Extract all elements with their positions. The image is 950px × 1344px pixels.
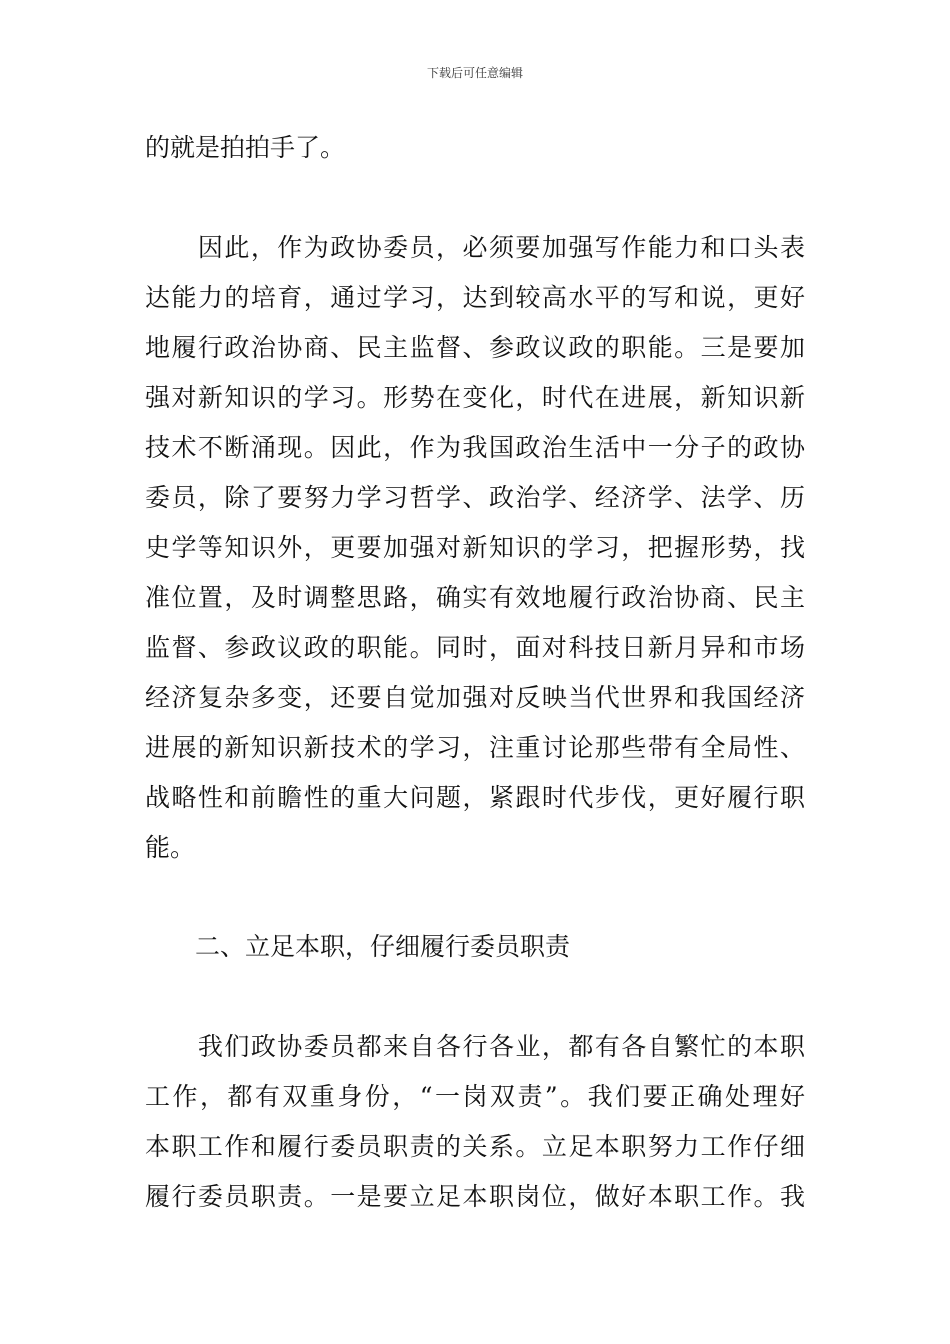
body-line: 地履行政治协商、民主监督、参政议政的职能。三是要加	[145, 333, 805, 362]
body-line: 史学等知识外，更要加强对新知识的学习，把握形势，找	[145, 533, 805, 562]
body-line: 达能力的培育，通过学习，达到较高水平的写和说，更好	[145, 283, 805, 312]
body-line: 监督、参政议政的职能。同时，面对科技日新月异和市场	[145, 633, 805, 662]
body-line: 的就是拍拍手了。	[145, 133, 346, 162]
body-line: 工作，都有双重身份，“一岗双责”。我们要正确处理好	[145, 1082, 805, 1111]
body-line: 经济复杂多变，还要自觉加强对反映当代世界和我国经济	[145, 683, 805, 712]
body-line: 技术不断涌现。因此，作为我国政治生活中一分子的政协	[145, 433, 805, 462]
body-line: 本职工作和履行委员职责的关系。立足本职努力工作仔细	[145, 1132, 805, 1161]
page-header: 下载后可任意编辑	[426, 66, 523, 80]
body-line: 因此，作为政协委员，必须要加强写作能力和口头表	[145, 233, 805, 262]
body-line: 强对新知识的学习。形势在变化，时代在进展，新知识新	[145, 383, 805, 412]
body-line: 我们政协委员都来自各行各业，都有各自繁忙的本职	[145, 1032, 805, 1061]
body-line: 准位置，及时调整思路，确实有效地履行政治协商、民主	[145, 583, 805, 612]
body-line: 委员，除了要努力学习哲学、政治学、经济学、法学、历	[145, 483, 805, 512]
section-heading: 二、立足本职，仔细履行委员职责	[145, 932, 571, 961]
body-line: 进展的新知识新技术的学习，注重讨论那些带有全局性、	[145, 733, 805, 762]
body-line: 能。	[145, 833, 196, 862]
body-line: 战略性和前瞻性的重大问题，紧跟时代步伐，更好履行职	[145, 783, 805, 812]
body-line: 履行委员职责。一是要立足本职岗位，做好本职工作。我	[145, 1182, 805, 1211]
